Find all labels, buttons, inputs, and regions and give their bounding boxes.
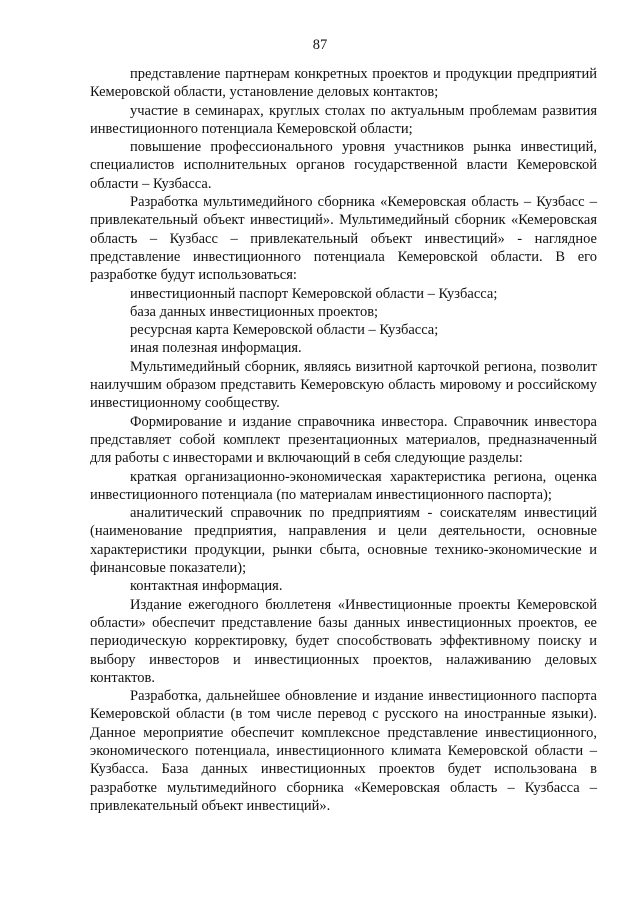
- paragraph-6: база данных инвестиционных проектов;: [130, 303, 379, 320]
- page-number: 87: [312, 37, 328, 53]
- paragraph-10: Формирование и издание справочника инвестора. Справочник инвестора представляет собой комплект презентационных материалов, предназначенный для работы с инвесторами и включающий в себя следующие разделы:: [90, 413, 597, 467]
- paragraph-7: ресурсная карта Кемеровской области – Кузбасса;: [130, 322, 439, 339]
- paragraph-5: инвестиционный паспорт Кемеровской области – Кузбасса;: [130, 285, 498, 302]
- body-text: [90, 65, 597, 815]
- paragraph-3: повышение профессионального уровня участников рынка инвестиций, специалистов исполнительных органов государственной власти Кемеровской области – Кузбасса.: [90, 139, 597, 192]
- paragraph-11: краткая организационно-экономическая характеристика региона, оценка инвестиционного потенциала (по материалам инвестиционного паспорта);: [90, 468, 597, 503]
- paragraph-8: иная полезная информация.: [130, 340, 302, 357]
- paragraph-4: Разработка мультимедийного сборника «Кемеровская область – Кузбасс – привлекательный объект инвестиций». Мультимедийный сборник «Кемеровская область – Кузбасс – привлекательный объект инвестиций» - наглядное представление инвестиционного потенциала Кемеровской области. В его разработке будут использоваться:: [90, 194, 597, 284]
- paragraph-1: представление партнерам конкретных проектов и продукции предприятий Кемеровской области, установление деловых контактов;: [90, 66, 597, 101]
- paragraph-9: Мультимедийный сборник, являясь визитной карточкой региона, позволит наилучшим образом представить Кемеровскую область мировому и российскому инвестиционному сообществу.: [90, 358, 597, 412]
- paragraph-15: Разработка, дальнейшее обновление и издание инвестиционного паспорта Кемеровской области (в том числе перевод с русского на иностранные языки). Данное мероприятие обеспечит комплексное представление инвестиционного, экономического потенциала, инвестиционного климата Кемеровской области – Кузбасса. База данных инвестиционных проектов будет использована в разработке мультимедийного сборника «Кемеровская область – Кузбасса – привлекательный объект инвестиций».: [90, 688, 597, 814]
- paragraph-13: контактная информация.: [130, 578, 283, 595]
- paragraph-14: Издание ежегодного бюллетеня «Инвестиционные проекты Кемеровской области» обеспечит представление базы данных инвестиционных проектов, ее периодическую корректировку, будет способствовать эффективному поиску и выбору инвесторов и инвестиционных проектов, налаживанию деловых контактов.: [90, 596, 597, 686]
- paragraph-2: участие в семинарах, круглых столах по актуальным проблемам развития инвестиционного потенциала Кемеровской области;: [90, 102, 597, 137]
- paragraph-12: аналитический справочник по предприятиям - соискателям инвестиций (наименование предприятия, направления и цели деятельности, основные характеристики продукции, рынки сбыта, основные технико-экономические и финансовые показатели);: [90, 505, 597, 577]
